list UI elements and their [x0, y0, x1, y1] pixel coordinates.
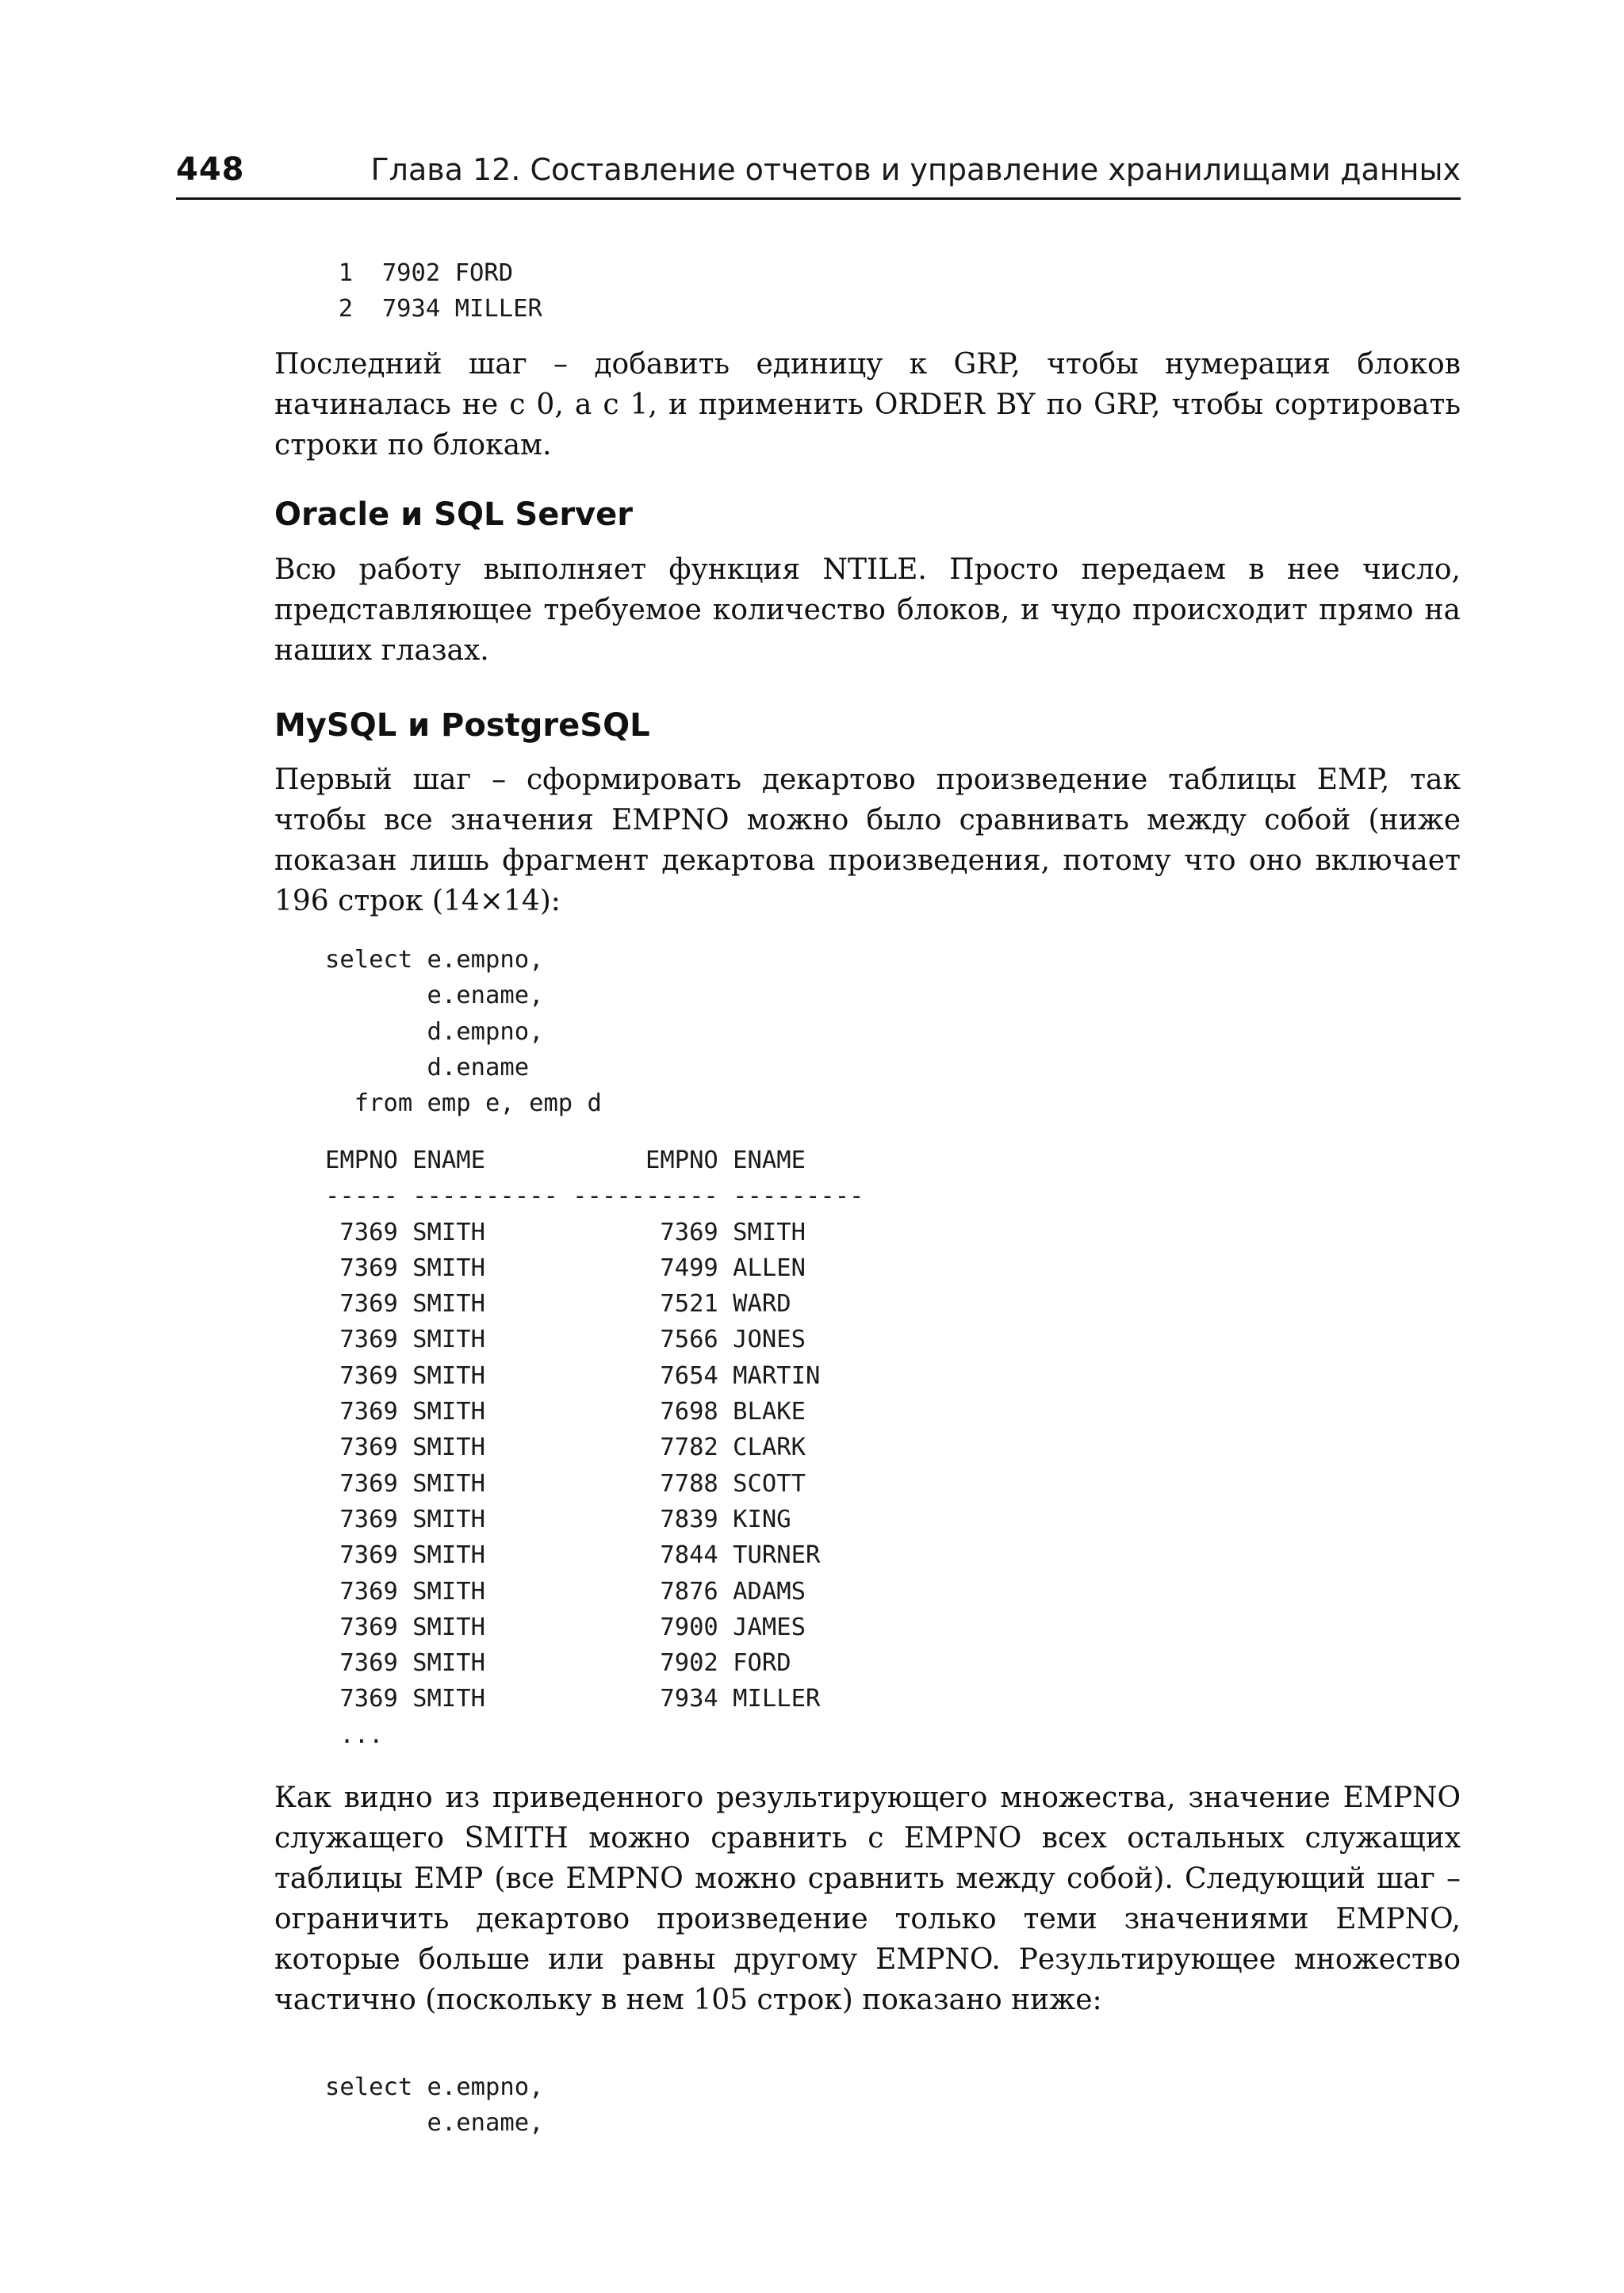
heading-mysql-postgresql: MySQL и PostgreSQL — [274, 707, 650, 744]
code-query-cartesian: select e.empno, e.ename, d.empno, d.ename from emp e, emp d — [325, 946, 602, 1118]
header-rule — [176, 197, 1461, 200]
paragraph-smith-compare: Как видно из приведенного результирующего множества, значение EMPNO служащего SMITH можно сравнить с EMPNO всех остальных служащих таблицы EMP (все EMPNO можно сравнить между собой). Следующий шаг – ограничить декартово произведение только теми значениями EMPNO, которые больше или равны другому EMPNO. Результирующее множество частично (поскольку в нем 105 строк) показано ниже: — [274, 1782, 1461, 2016]
paragraph-last-step: Последний шаг – добавить единицу к GRP, чтобы нумерация блоков начиналась не с 0, а с 1, и применить ORDER BY по GRP, чтобы сортировать строки по блокам. — [274, 348, 1461, 461]
chapter-title: Глава 12. Составление отчетов и управление хранилищами данных — [370, 152, 1461, 187]
code-query-second: select e.empno, e.ename, — [325, 2073, 544, 2138]
page-header — [176, 149, 1461, 197]
paragraph-ntile: Всю работу выполняет функция NTILE. Просто передаем в нее число, представляющее требуемое количество блоков, и чудо происходит прямо на наших глазах. — [274, 553, 1461, 667]
page-number: 448 — [176, 151, 245, 188]
code-result-top: 1 7902 FORD 2 7934 MILLER — [338, 259, 542, 323]
code-result-table: EMPNO ENAME EMPNO ENAME ----- ---------- ---------- --------- 7369 SMITH 7369 SMITH 7369 SMITH 7499 ALLEN 7369 SMITH 7521 WARD 7369 SMITH 7566 JONES 7369 SMITH 7654 MARTIN 7369 SMITH 7698 BLAKE 7369 SMITH 7782 CLARK 7369 SMITH 7788 SCOTT 7369 SMITH 7839 KING 7369 SMITH 7844 TURNER 7369 SMITH 7876 ADAMS 7369 SMITH 7900 JAMES 7369 SMITH 7902 FORD 7369 SMITH 7934 MILLER ... — [325, 1146, 864, 1749]
paragraph-first-step: Первый шаг – сформировать декартово произведение таблицы EMP, так чтобы все значения EMPNO можно было сравнивать между собой (ниже показан лишь фрагмент декартова произведения, потому что оно включает 196 строк (14×14): — [274, 764, 1461, 917]
heading-oracle-sql-server: Oracle и SQL Server — [274, 496, 633, 533]
